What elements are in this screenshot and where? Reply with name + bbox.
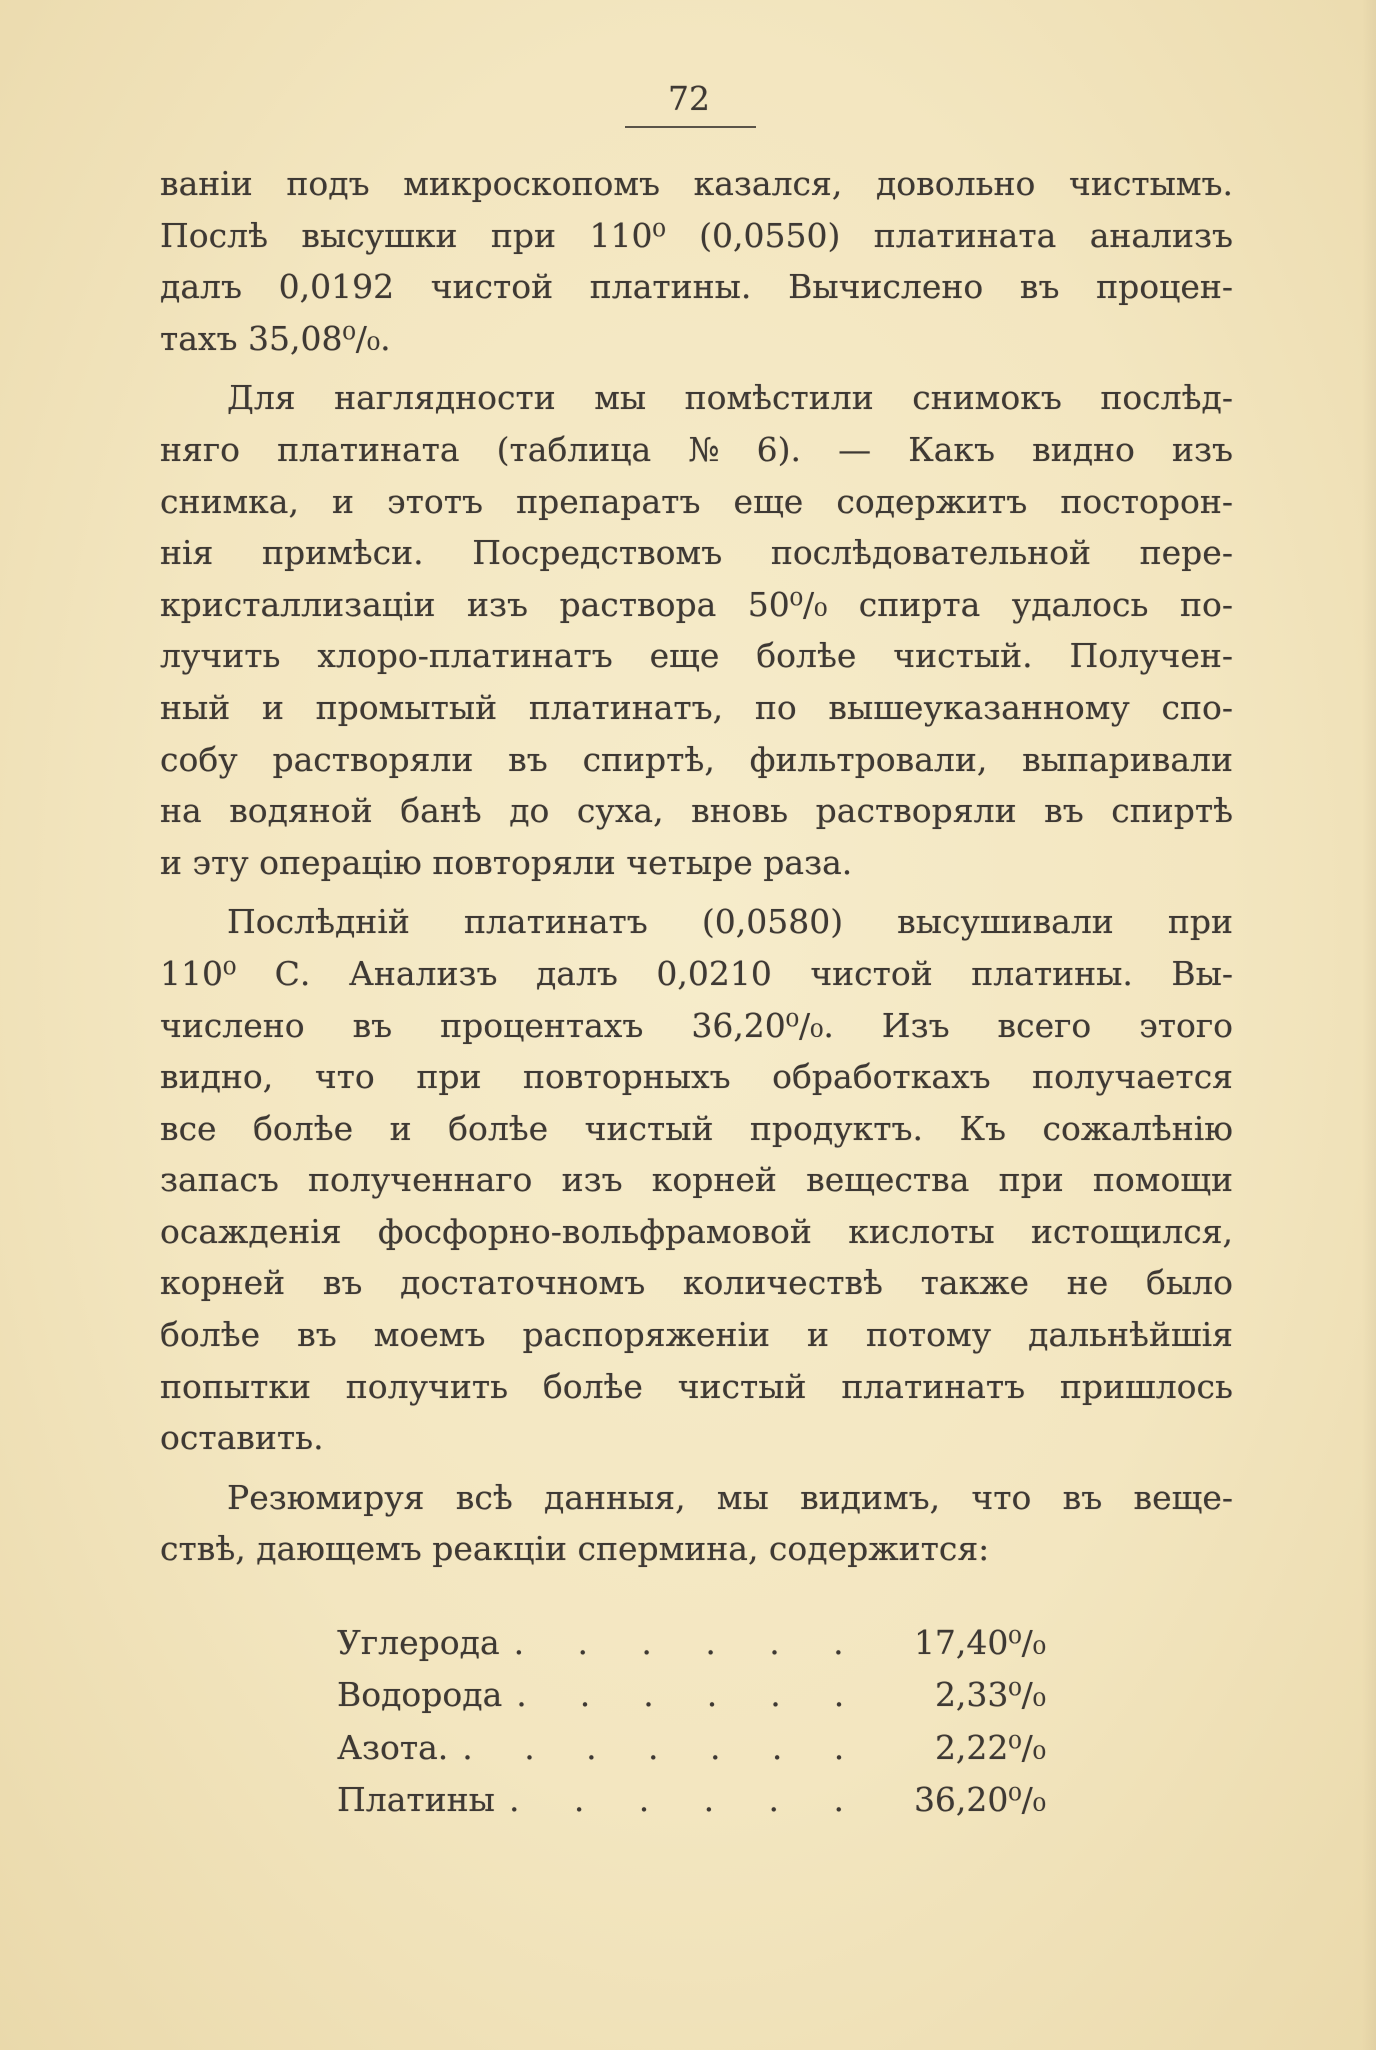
elemental-composition-table bbox=[337, 1617, 1046, 1826]
text-line: ваніи подъ микроскопомъ казался, довольно чистымъ. bbox=[160, 164, 1233, 203]
element-name: Платины bbox=[337, 1779, 495, 1819]
percentage-value: 2,33⁰/₀ bbox=[934, 1675, 1046, 1715]
paragraph bbox=[160, 896, 1234, 1464]
text-line: кристаллизаціи изъ раствора 50⁰/₀ спирта удалось по- bbox=[160, 584, 1233, 624]
text-line: и эту операцію повторяли четыре раза. bbox=[160, 842, 853, 882]
text-line: Послѣдній платинатъ (0,0580) высушивали при bbox=[227, 902, 1233, 942]
composition-row bbox=[337, 1617, 1046, 1669]
percentage-value: 36,20⁰/₀ bbox=[913, 1779, 1046, 1819]
page-number: 72 bbox=[668, 79, 710, 118]
percentage-value: 17,40⁰/₀ bbox=[913, 1623, 1046, 1662]
element-name: Азота. bbox=[337, 1727, 449, 1767]
text-line: няго платината (таблица № 6). — Какъ видно изъ bbox=[160, 429, 1233, 469]
text-line: Послѣ высушки при 110⁰ (0,0550) платината анализъ bbox=[160, 215, 1233, 255]
text-line: попытки получить болѣе чистый платинатъ пришлось bbox=[160, 1366, 1233, 1406]
text-line: ный и промытый платинатъ, по вышеуказанному спо- bbox=[160, 687, 1233, 727]
text-line: корней въ достаточномъ количествѣ также не было bbox=[160, 1263, 1233, 1303]
text-line: запасъ полученнаго изъ корней вещества при помощи bbox=[160, 1160, 1233, 1200]
element-name: Углерода bbox=[337, 1623, 500, 1662]
element-name: Водорода bbox=[337, 1675, 503, 1715]
paragraph bbox=[160, 158, 1234, 364]
text-line: тахъ 35,08⁰/₀. bbox=[160, 318, 391, 358]
text-line: видно, что при повторныхъ обработкахъ получается bbox=[160, 1057, 1233, 1097]
text-line: болѣе въ моемъ распоряженіи и потому дальнѣйшія bbox=[160, 1315, 1233, 1355]
composition-row bbox=[337, 1669, 1046, 1721]
text-line: далъ 0,0192 чистой платины. Вычислено въ процен- bbox=[160, 267, 1233, 307]
dot-leader: . . . . . . bbox=[516, 1675, 845, 1715]
composition-row bbox=[337, 1774, 1046, 1826]
text-line: Для наглядности мы помѣстили снимокъ послѣд- bbox=[227, 378, 1233, 418]
dot-leader: . . . . . . bbox=[513, 1623, 844, 1662]
dot-leader: . . . . . . bbox=[508, 1779, 844, 1819]
text-line: ствѣ, дающемъ реакціи спермина, содержится: bbox=[160, 1529, 990, 1569]
text-line: на водяной банѣ до суха, вновь растворяли въ спиртѣ bbox=[160, 791, 1233, 831]
text-line: лучить хлоро-платинатъ еще болѣе чистый. Получен- bbox=[160, 636, 1233, 676]
text-body bbox=[160, 158, 1234, 1575]
dot-leader: . . . . . . . bbox=[462, 1727, 845, 1767]
text-line: Резюмируя всѣ данныя, мы видимъ, что въ веще- bbox=[227, 1477, 1233, 1517]
text-line: все болѣе и болѣе чистый продуктъ. Къ сожалѣнію bbox=[160, 1108, 1233, 1148]
text-line: собу растворяли въ спиртѣ, фильтровали, выпаривали bbox=[160, 739, 1233, 779]
page-number-rule bbox=[625, 126, 756, 128]
paragraph bbox=[160, 372, 1234, 888]
scan-edge bbox=[1362, 0, 1376, 2050]
text-line: осажденія фосфорно-вольфрамовой кислоты истощился, bbox=[160, 1211, 1233, 1251]
text-line: снимка, и этотъ препаратъ еще содержитъ посторон- bbox=[160, 481, 1233, 521]
text-line: оставить. bbox=[160, 1418, 324, 1458]
paragraph bbox=[160, 1472, 1234, 1575]
text-line: нія примѣси. Посредствомъ послѣдовательной пере- bbox=[160, 533, 1233, 573]
composition-row bbox=[337, 1722, 1046, 1774]
percentage-value: 2,22⁰/₀ bbox=[934, 1727, 1046, 1767]
text-line: числено въ процентахъ 36,20⁰/₀. Изъ всего этого bbox=[160, 1005, 1233, 1045]
text-line: 110⁰ С. Анализъ далъ 0,0210 чистой платины. Вы- bbox=[160, 953, 1233, 993]
